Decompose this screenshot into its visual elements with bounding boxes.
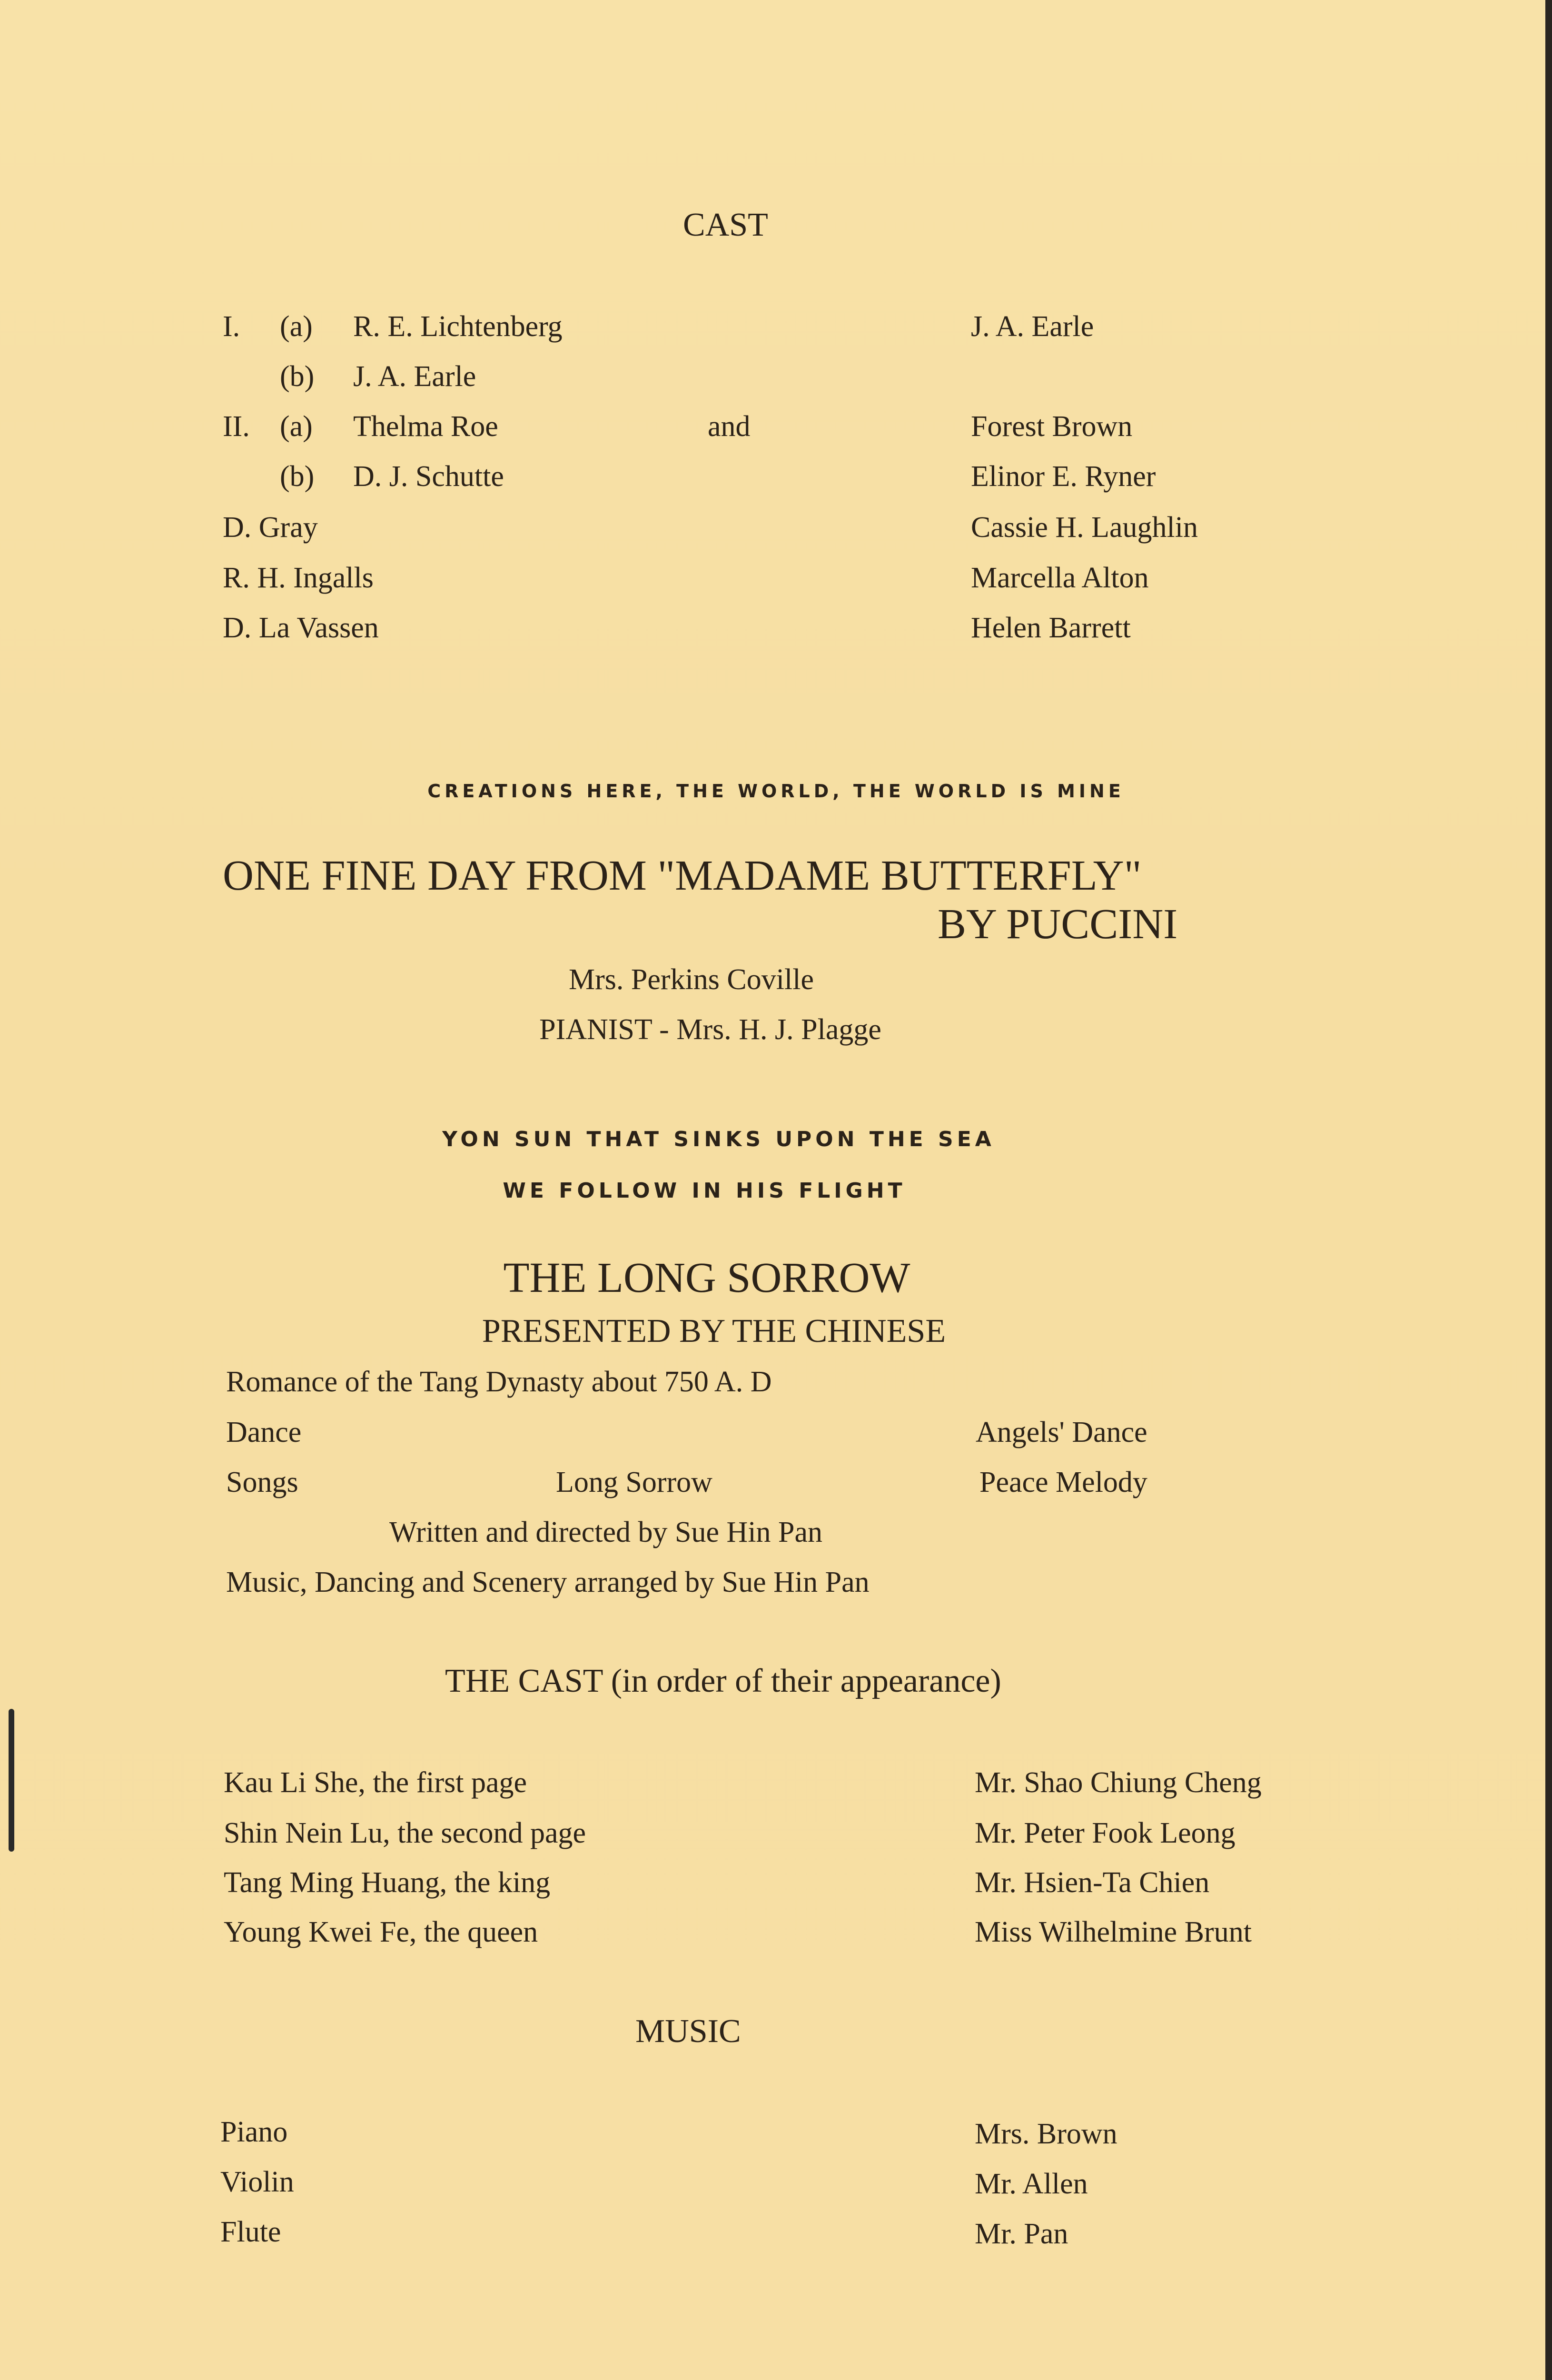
cast-row-left: D. Gray (223, 511, 318, 544)
songs-middle: Long Sorrow (556, 1466, 712, 1498)
cast-row-right: Cassie H. Laughlin (971, 511, 1198, 544)
cast-row-right: Forest Brown (971, 410, 1133, 443)
sun-line-2: WE FOLLOW IN HIS FLIGHT (503, 1179, 906, 1203)
cast-row-left: R. H. Ingalls (223, 562, 374, 594)
cast-row-left: R. E. Lichtenberg (353, 310, 563, 343)
instrument: Flute (220, 2216, 281, 2248)
butterfly-title-line2: BY PUCCINI (938, 901, 1178, 948)
page-edge-shadow (1545, 0, 1552, 2380)
dance-value: Angels' Dance (976, 1416, 1147, 1448)
cast-row-num: I. (223, 310, 240, 343)
role: Kau Li She, the first page (224, 1766, 527, 1799)
actor: Mr. Peter Fook Leong (975, 1817, 1236, 1849)
cast-row-part: (a) (280, 410, 313, 443)
creations-line: CREATIONS HERE, THE WORLD, THE WORLD IS MINE (427, 781, 1125, 802)
sun-line-1: YON SUN THAT SINKS UPON THE SEA (442, 1127, 995, 1151)
role: Shin Nein Lu, the second page (224, 1817, 586, 1849)
player: Mrs. Brown (975, 2118, 1117, 2150)
binding-mark (9, 1709, 14, 1852)
player: Mr. Allen (975, 2168, 1088, 2200)
instrument: Piano (220, 2116, 288, 2148)
butterfly-pianist: PIANIST - Mrs. H. J. Plagge (539, 1013, 881, 1046)
long-sorrow-romance: Romance of the Tang Dynasty about 750 A. D (226, 1366, 772, 1398)
player: Mr. Pan (975, 2218, 1068, 2250)
songs-value: Peace Melody (979, 1466, 1147, 1498)
long-sorrow-title: THE LONG SORROW (503, 1254, 910, 1301)
cast-row-left: D. La Vassen (223, 612, 379, 644)
instrument: Violin (220, 2166, 294, 2198)
cast-row-right: Marcella Alton (971, 562, 1149, 594)
actor: Mr. Shao Chiung Cheng (975, 1766, 1262, 1799)
cast-row-part: (a) (280, 310, 313, 343)
written-by: Written and directed by Sue Hin Pan (389, 1516, 823, 1548)
cast-row-part: (b) (280, 460, 315, 493)
cast-row-right: Helen Barrett (971, 612, 1131, 644)
actor: Mr. Hsien-Ta Chien (975, 1866, 1210, 1899)
music-heading: MUSIC (635, 2013, 741, 2050)
cast-row-num: II. (223, 410, 250, 443)
cast-row-left: J. A. Earle (353, 360, 476, 393)
actor: Miss Wilhelmine Brunt (975, 1916, 1252, 1948)
cast-row-left: D. J. Schutte (353, 460, 504, 493)
dance-label: Dance (226, 1416, 302, 1448)
butterfly-title-line1: ONE FINE DAY FROM "MADAME BUTTERFLY" (223, 852, 1142, 899)
music-arranged-by: Music, Dancing and Scenery arranged by Sue Hin Pan (226, 1566, 870, 1598)
the-cast-heading: THE CAST (in order of their appearance) (445, 1663, 1001, 1699)
cast-row-right: Elinor E. Ryner (971, 460, 1156, 493)
butterfly-performer: Mrs. Perkins Coville (569, 963, 814, 996)
cast-row-left: Thelma Roe (353, 410, 498, 443)
cast-row-middle: and (708, 410, 751, 443)
cast-row-part: (b) (280, 360, 315, 393)
songs-label: Songs (226, 1466, 298, 1498)
cast-row-right: J. A. Earle (971, 310, 1094, 343)
long-sorrow-subtitle: PRESENTED BY THE CHINESE (482, 1313, 946, 1349)
role: Young Kwei Fe, the queen (224, 1916, 538, 1948)
role: Tang Ming Huang, the king (224, 1866, 551, 1899)
cast-heading: CAST (683, 207, 768, 243)
